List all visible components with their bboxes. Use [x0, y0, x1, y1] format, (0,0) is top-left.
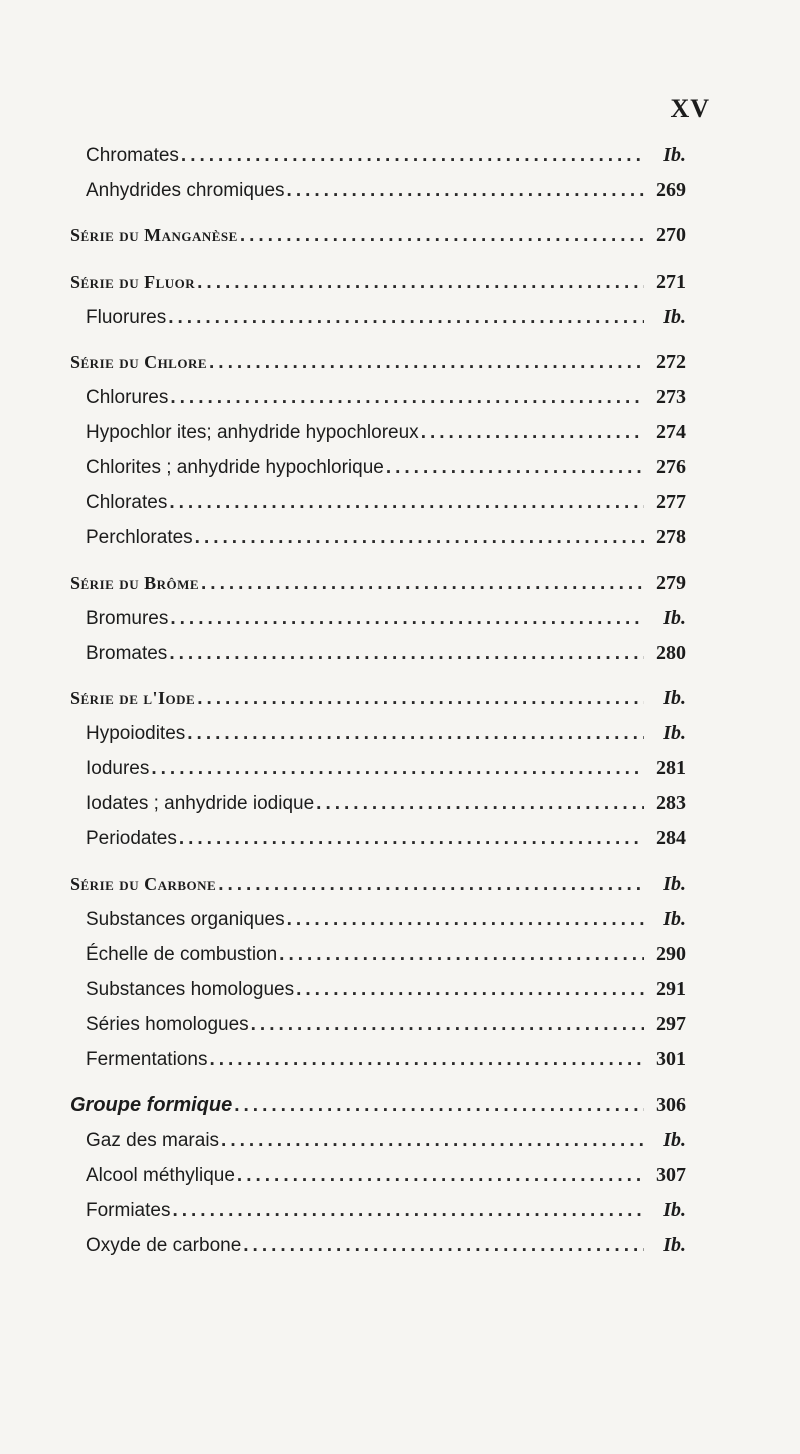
toc-entry-chromates [86, 140, 686, 170]
dot-leader [251, 1010, 644, 1039]
entry-label: Iodates ; anhydride iodique [86, 793, 315, 814]
entry-page: 270 [656, 224, 686, 246]
toc-entry-perchlorates [86, 522, 686, 552]
entry-page: Ib. [663, 722, 686, 744]
toc-section-iode [70, 683, 686, 713]
section-label: Série du Brôme [70, 573, 200, 593]
entry-page: 301 [656, 1048, 686, 1070]
entry-page: Ib. [663, 908, 686, 930]
entry-page: 284 [656, 827, 686, 849]
toc-entry-fluorures [86, 302, 686, 332]
toc-section-chlore [70, 347, 686, 377]
dot-leader [421, 418, 644, 447]
dot-leader [187, 719, 644, 748]
toc-entry-chlorites [86, 452, 686, 482]
toc-entry-oxyde-de-carbone [86, 1230, 686, 1260]
entry-page: 273 [656, 386, 686, 408]
section-label: Série du Fluor [70, 272, 196, 292]
entry-page: 269 [656, 179, 686, 201]
entry-page: Ib. [663, 1199, 686, 1221]
dot-leader [287, 176, 644, 205]
dot-leader [234, 1091, 644, 1120]
entry-label: Chlorites ; anhydride hypochlorique [86, 457, 384, 478]
dot-leader [169, 639, 644, 668]
entry-label: Substances homologues [86, 979, 295, 1000]
entry-page: Ib. [663, 607, 686, 629]
entry-label: Gaz des marais [86, 1130, 220, 1151]
dot-leader [179, 824, 644, 853]
toc-section-fluor [70, 267, 686, 297]
entry-page: Ib. [663, 687, 686, 709]
entry-label: Chlorates [86, 492, 168, 513]
entry-page: 307 [656, 1164, 686, 1186]
dot-leader [201, 569, 644, 598]
toc-entry-iodates [86, 788, 686, 818]
toc-entry-hypochlorites [86, 417, 686, 447]
entry-page: Ib. [663, 1129, 686, 1151]
section-label: Série de l'Iode [70, 688, 196, 708]
dot-leader [172, 1196, 644, 1225]
entry-page: 290 [656, 943, 686, 965]
entry-label: Anhydrides chromiques [86, 180, 285, 201]
toc-entry-iodures [86, 753, 686, 783]
toc-entry-periodates [86, 823, 686, 853]
section-label: Série du Carbone [70, 874, 217, 894]
toc-entry-fermentations [86, 1044, 686, 1074]
dot-leader [195, 523, 644, 552]
section-label: Série du Chlore [70, 352, 208, 372]
entry-label: Bromures [86, 608, 169, 629]
toc-section-carbone [70, 869, 686, 899]
dot-leader [170, 604, 644, 633]
entry-page: 274 [656, 421, 686, 443]
toc-entry-series-homologues [86, 1009, 686, 1039]
page-number: XV [670, 94, 710, 123]
dot-leader [221, 1126, 644, 1155]
entry-page: 277 [656, 491, 686, 513]
dot-leader [243, 1231, 644, 1260]
dot-leader [170, 383, 644, 412]
entry-label: Substances organiques [86, 909, 285, 930]
entry-label: Fermentations [86, 1049, 208, 1070]
entry-page: 276 [656, 456, 686, 478]
dot-leader [279, 940, 644, 969]
dot-leader [151, 754, 644, 783]
dot-leader [181, 141, 644, 170]
entry-page: Ib. [663, 144, 686, 166]
dot-leader [296, 975, 644, 1004]
entry-page: 291 [656, 978, 686, 1000]
entry-label: Alcool méthylique [86, 1165, 235, 1186]
toc-entry-chlorures [86, 382, 686, 412]
entry-label: Bromates [86, 643, 168, 664]
entry-page: 278 [656, 526, 686, 548]
toc-entry-substances-organiques [86, 904, 686, 934]
entry-page: 272 [656, 351, 686, 373]
toc-entry-bromures [86, 603, 686, 633]
toc-section-manganese [70, 220, 686, 250]
dot-leader [168, 303, 644, 332]
entry-label: Hypoiodites [86, 723, 186, 744]
entry-label: Periodates [86, 828, 177, 849]
entry-page: 297 [656, 1013, 686, 1035]
dot-leader [209, 1045, 644, 1074]
dot-leader [316, 789, 644, 818]
entry-label: Échelle de combustion [86, 944, 278, 965]
entry-page: 283 [656, 792, 686, 814]
entry-page: 271 [656, 271, 686, 293]
dot-leader [169, 488, 644, 517]
entry-page: 281 [656, 757, 686, 779]
toc-entry-bromates [86, 638, 686, 668]
entry-page: 306 [656, 1094, 686, 1116]
entry-label: Formiates [86, 1200, 171, 1221]
dot-leader [197, 684, 644, 713]
entry-page: Ib. [663, 1234, 686, 1256]
entry-page: Ib. [663, 873, 686, 895]
dot-leader [287, 905, 644, 934]
entry-label: Iodures [86, 758, 150, 779]
toc-group-formique [70, 1090, 686, 1120]
dot-leader [240, 221, 644, 250]
section-label: Série du Manganèse [70, 225, 238, 245]
dot-leader [218, 870, 644, 899]
entry-label: Perchlorates [86, 527, 193, 548]
dot-leader [209, 348, 644, 377]
toc-entry-substances-homologues [86, 974, 686, 1004]
dot-leader [386, 453, 644, 482]
dot-leader [197, 268, 644, 297]
entry-label: Chlorures [86, 387, 169, 408]
dot-leader [237, 1161, 644, 1190]
entry-label: Oxyde de carbone [86, 1235, 242, 1256]
entry-page: Ib. [663, 306, 686, 328]
toc-entry-echelle-combustion [86, 939, 686, 969]
group-label: Groupe formique [70, 1094, 233, 1116]
toc-entry-anhydrides-chromiques [86, 175, 686, 205]
entry-label: Chromates [86, 145, 179, 166]
toc-entry-gaz-des-marais [86, 1125, 686, 1155]
entry-page: 279 [656, 572, 686, 594]
entry-label: Hypochlor ites; anhydride hypochloreux [86, 422, 419, 443]
entry-label: Fluorures [86, 307, 167, 328]
toc-entry-formiates [86, 1195, 686, 1225]
toc-entry-chlorates [86, 487, 686, 517]
toc-section-brome [70, 568, 686, 598]
toc-entry-alcool-methylique [86, 1160, 686, 1190]
entry-label: Séries homologues [86, 1014, 249, 1035]
toc-entry-hypoiodites [86, 718, 686, 748]
entry-page: 280 [656, 642, 686, 664]
